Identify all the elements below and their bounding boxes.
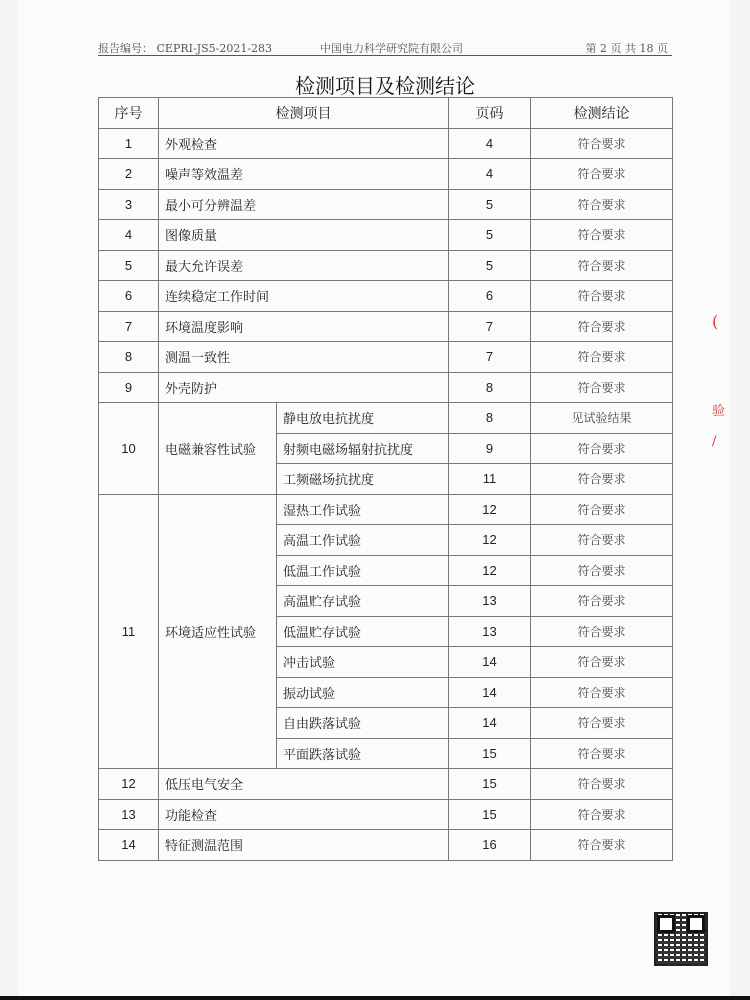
row-seq: 10 bbox=[99, 403, 159, 495]
row-item: 环境适应性试验 bbox=[159, 494, 277, 769]
row-page: 7 bbox=[449, 311, 531, 342]
row-seq: 4 bbox=[99, 220, 159, 251]
row-sub-item: 湿热工作试验 bbox=[277, 494, 449, 525]
report-number: 报告编号： CEPRI-JS5-2021-283 bbox=[98, 42, 273, 55]
table-row bbox=[99, 372, 673, 403]
table-row bbox=[99, 220, 673, 251]
stamp-char-2: 验 bbox=[712, 404, 726, 419]
table-row bbox=[99, 769, 673, 800]
row-page: 12 bbox=[449, 494, 531, 525]
row-item: 测温一致性 bbox=[159, 342, 449, 373]
row-seq: 11 bbox=[99, 494, 159, 769]
row-item: 连续稳定工作时间 bbox=[159, 281, 449, 312]
row-page: 11 bbox=[449, 464, 531, 495]
row-page: 15 bbox=[449, 799, 531, 830]
row-page: 15 bbox=[449, 738, 531, 769]
col-header-item: 检测项目 bbox=[159, 98, 449, 129]
row-conclusion: 符合要求 bbox=[531, 738, 673, 769]
table-row bbox=[99, 128, 673, 159]
row-conclusion: 符合要求 bbox=[531, 311, 673, 342]
row-item: 低压电气安全 bbox=[159, 769, 449, 800]
row-page: 5 bbox=[449, 189, 531, 220]
row-conclusion: 符合要求 bbox=[531, 342, 673, 373]
row-page: 7 bbox=[449, 342, 531, 373]
row-sub-item: 高温工作试验 bbox=[277, 525, 449, 556]
row-page: 8 bbox=[449, 372, 531, 403]
row-page: 16 bbox=[449, 830, 531, 861]
row-conclusion: 符合要求 bbox=[531, 677, 673, 708]
row-item: 环境温度影响 bbox=[159, 311, 449, 342]
row-sub-item: 射频电磁场辐射抗扰度 bbox=[277, 433, 449, 464]
row-sub-item: 冲击试验 bbox=[277, 647, 449, 678]
row-seq: 9 bbox=[99, 372, 159, 403]
row-seq: 5 bbox=[99, 250, 159, 281]
table-row bbox=[99, 494, 673, 525]
row-conclusion: 符合要求 bbox=[531, 799, 673, 830]
row-sub-item: 平面跌落试验 bbox=[277, 738, 449, 769]
row-item: 特征测温范围 bbox=[159, 830, 449, 861]
row-page: 5 bbox=[449, 250, 531, 281]
row-seq: 2 bbox=[99, 159, 159, 190]
row-conclusion: 符合要求 bbox=[531, 433, 673, 464]
row-conclusion: 符合要求 bbox=[531, 159, 673, 190]
row-conclusion: 符合要求 bbox=[531, 494, 673, 525]
row-page: 8 bbox=[449, 403, 531, 434]
table-row bbox=[99, 403, 673, 434]
row-sub-item: 静电放电抗扰度 bbox=[277, 403, 449, 434]
table-row bbox=[99, 342, 673, 373]
row-sub-item: 工频磁场抗扰度 bbox=[277, 464, 449, 495]
row-page: 14 bbox=[449, 708, 531, 739]
page-title: 检测项目及检测结论 bbox=[295, 74, 475, 98]
row-conclusion: 符合要求 bbox=[531, 372, 673, 403]
row-item: 最大允许误差 bbox=[159, 250, 449, 281]
row-seq: 3 bbox=[99, 189, 159, 220]
row-conclusion: 见试验结果 bbox=[531, 403, 673, 434]
row-seq: 7 bbox=[99, 311, 159, 342]
col-header-conclusion: 检测结论 bbox=[531, 98, 673, 129]
stamp-char-1: ( bbox=[712, 312, 719, 331]
row-conclusion: 符合要求 bbox=[531, 128, 673, 159]
row-page: 4 bbox=[449, 159, 531, 190]
row-page: 9 bbox=[449, 433, 531, 464]
row-sub-item: 振动试验 bbox=[277, 677, 449, 708]
table-header-row bbox=[99, 98, 673, 129]
table-row bbox=[99, 189, 673, 220]
page-header bbox=[98, 40, 672, 56]
row-seq: 12 bbox=[99, 769, 159, 800]
row-sub-item: 低温贮存试验 bbox=[277, 616, 449, 647]
row-page: 12 bbox=[449, 525, 531, 556]
qr-code bbox=[654, 912, 708, 966]
row-sub-item: 低温工作试验 bbox=[277, 555, 449, 586]
row-item: 外壳防护 bbox=[159, 372, 449, 403]
table-row bbox=[99, 159, 673, 190]
row-item: 外观检查 bbox=[159, 128, 449, 159]
table-row bbox=[99, 281, 673, 312]
row-conclusion: 符合要求 bbox=[531, 525, 673, 556]
row-page: 14 bbox=[449, 647, 531, 678]
row-conclusion: 符合要求 bbox=[531, 189, 673, 220]
row-conclusion: 符合要求 bbox=[531, 769, 673, 800]
scan-edge bbox=[0, 996, 750, 1000]
row-page: 4 bbox=[449, 128, 531, 159]
row-seq: 13 bbox=[99, 799, 159, 830]
table-row bbox=[99, 311, 673, 342]
row-conclusion: 符合要求 bbox=[531, 586, 673, 617]
row-sub-item: 高温贮存试验 bbox=[277, 586, 449, 617]
row-seq: 6 bbox=[99, 281, 159, 312]
row-item: 最小可分辨温差 bbox=[159, 189, 449, 220]
row-conclusion: 符合要求 bbox=[531, 250, 673, 281]
table-body bbox=[99, 128, 673, 860]
row-seq: 1 bbox=[99, 128, 159, 159]
row-page: 5 bbox=[449, 220, 531, 251]
row-conclusion: 符合要求 bbox=[531, 830, 673, 861]
row-page: 6 bbox=[449, 281, 531, 312]
row-conclusion: 符合要求 bbox=[531, 555, 673, 586]
row-seq: 14 bbox=[99, 830, 159, 861]
organization-name: 中国电力科学研究院有限公司 bbox=[320, 42, 463, 55]
page-indicator: 第 2 页 共 18 页 bbox=[585, 42, 668, 55]
table-row bbox=[99, 799, 673, 830]
row-item: 功能检查 bbox=[159, 799, 449, 830]
row-seq: 8 bbox=[99, 342, 159, 373]
table-row bbox=[99, 250, 673, 281]
row-conclusion: 符合要求 bbox=[531, 708, 673, 739]
stamp-char-3: / bbox=[712, 434, 717, 449]
row-page: 14 bbox=[449, 677, 531, 708]
seal-stamp bbox=[706, 312, 740, 462]
row-page: 12 bbox=[449, 555, 531, 586]
row-conclusion: 符合要求 bbox=[531, 616, 673, 647]
row-page: 13 bbox=[449, 616, 531, 647]
row-item: 噪声等效温差 bbox=[159, 159, 449, 190]
table-row bbox=[99, 830, 673, 861]
row-conclusion: 符合要求 bbox=[531, 464, 673, 495]
row-sub-item: 自由跌落试验 bbox=[277, 708, 449, 739]
row-page: 13 bbox=[449, 586, 531, 617]
test-items-table bbox=[98, 97, 673, 861]
col-header-seq: 序号 bbox=[99, 98, 159, 129]
row-item: 电磁兼容性试验 bbox=[159, 403, 277, 495]
row-item: 图像质量 bbox=[159, 220, 449, 251]
col-header-page: 页码 bbox=[449, 98, 531, 129]
row-conclusion: 符合要求 bbox=[531, 220, 673, 251]
row-conclusion: 符合要求 bbox=[531, 281, 673, 312]
row-page: 15 bbox=[449, 769, 531, 800]
row-conclusion: 符合要求 bbox=[531, 647, 673, 678]
